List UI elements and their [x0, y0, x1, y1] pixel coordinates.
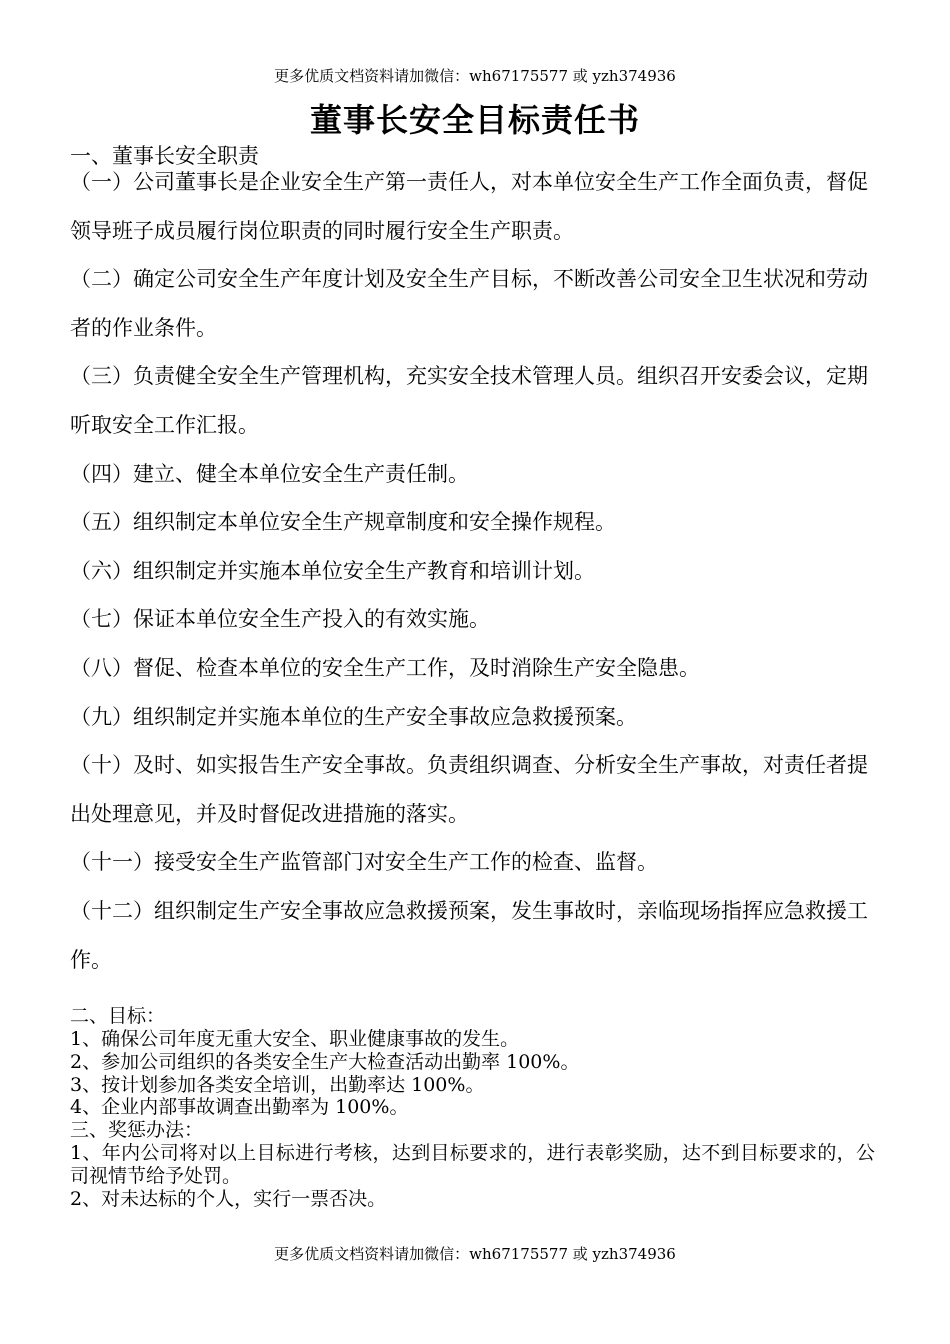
section-heading-rewards: 三、奖惩办法：	[70, 1119, 204, 1141]
duty-item: （八）督促、检查本单位的安全生产工作，及时消除生产安全隐患。	[70, 655, 700, 680]
section-heading-duties: 一、董事长安全职责	[70, 144, 259, 168]
section-heading-goals: 二、目标：	[70, 1005, 166, 1027]
duty-item: （五）组织制定本单位安全生产规章制度和安全操作规程。	[70, 510, 616, 535]
duties-list	[70, 158, 870, 984]
duty-item: （十）及时、如实报告生产安全事故。负责组织调查、分析安全生产事故，对责任者提出处理意见，并及时督促改进措施的落实。	[70, 753, 868, 826]
duty-item: （六）组织制定并实施本单位安全生产教育和培训计划。	[70, 558, 595, 583]
duty-item: （三）负责健全安全生产管理机构，充实安全技术管理人员。组织召开安委会议，定期听取安全工作汇报。	[70, 364, 868, 437]
document-title: 董事长安全目标责任书	[309, 101, 640, 139]
goal-item: 3、按计划参加各类安全培训，出勤率达 100%。	[70, 1073, 485, 1096]
footer-contact-note: 更多优质文档资料请加微信：wh67175577 或 yzh374936	[274, 1245, 676, 1263]
header-contact-note: 更多优质文档资料请加微信：wh67175577 或 yzh374936	[274, 67, 676, 85]
rewards-list	[70, 1142, 875, 1210]
duty-item: （十二）组织制定生产安全事故应急救援预案，发生事故时，亲临现场指挥应急救援工作。	[70, 898, 868, 972]
goal-item: 1、确保公司年度无重大安全、职业健康事故的发生。	[70, 1028, 520, 1050]
duty-item: （七）保证本单位安全生产投入的有效实施。	[70, 607, 490, 632]
duty-item: （十一）接受安全生产监管部门对安全生产工作的检查、监督。	[70, 850, 658, 875]
duty-item: （四）建立、健全本单位安全生产责任制。	[70, 461, 469, 486]
duty-item: （一）公司董事长是企业安全生产第一责任人，对本单位安全生产工作全面负责，督促领导班子成员履行岗位职责的同时履行安全生产职责。	[70, 170, 868, 243]
duty-item: （九）组织制定并实施本单位的生产安全事故应急救援预案。	[70, 704, 637, 729]
reward-item: 2、对未达标的个人，实行一票否决。	[70, 1187, 387, 1210]
goals-list	[70, 1028, 875, 1119]
duty-item: （二）确定公司安全生产年度计划及安全生产目标，不断改善公司安全卫生状况和劳动者的作业条件。	[70, 267, 868, 340]
goal-item: 4、企业内部事故调查出勤率为 100%。	[70, 1096, 409, 1119]
reward-item: 1、年内公司将对以上目标进行考核，达到目标要求的，进行表彰奖励，达不到目标要求的，公司视情节给予处罚。	[70, 1142, 875, 1187]
goal-item: 2、参加公司组织的各类安全生产大检查活动出勤率 100%。	[70, 1050, 580, 1073]
